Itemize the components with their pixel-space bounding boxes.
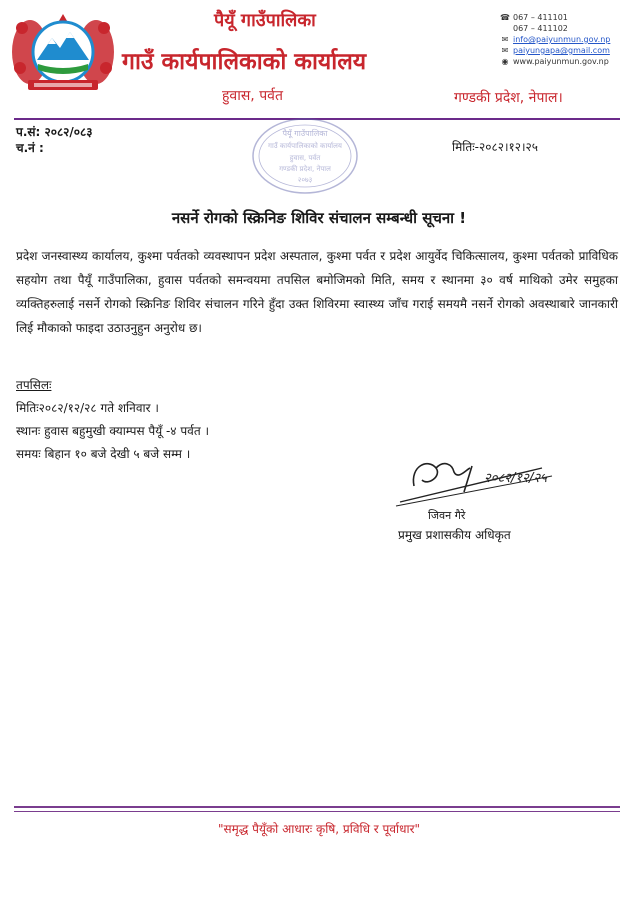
stamp-line-5: २०७३ [297,176,313,184]
details-place: स्थानः हुवास बहुमुखी क्याम्पस पैयूँ -४ पर्वत । [16,424,210,438]
office-address: हुवास, पर्वत [222,88,283,104]
stamp-line-4: गण्डकी प्रदेश, नेपाल [279,165,331,173]
footer-divider-thin [14,811,620,812]
office-stamp [250,116,360,196]
footer-divider [14,806,620,808]
government-emblem [8,8,118,96]
handwritten-signature [392,446,562,508]
email-link-1[interactable]: info@paiyunmun.gov.np [513,35,611,44]
phone-row-2 [500,23,632,34]
email-link-2[interactable]: paiyungapa@gmail.com [513,46,610,55]
details-time: समयः बिहान १० बजे देखी ५ बजे सम्म । [16,447,191,461]
details-date: मितिः२०८२/१२/२८ गते शनिवार । [16,401,159,415]
letter-date: मितिः-२०८२।१२।२५ [452,140,539,154]
notice-subject: नसर्ने रोगको स्क्रिनिङ शिविर संचालन सम्बन्धी सूचना ! [171,209,467,227]
email-row-1 [500,34,632,45]
stamp-line-1: पैयूँ गाउँपालिका [282,129,328,138]
email-row-2 [500,45,632,56]
envelope-icon: ✉ [501,46,509,55]
footer-slogan: "समृद्ध पैयूँको आधारः कृषि, प्रविधि र पूर्वाधार" [217,822,421,836]
blank-icon-spacer [500,24,510,33]
stamp-line-2: गाउँ कार्यपालिकाको कार्यालय [268,142,342,150]
signer-name: जिवन गैरे [428,509,466,522]
office-title: गाउँ कार्यपालिकाको कार्यालय [122,49,367,75]
globe-icon: ◉ [501,57,509,66]
phone-row-1 [500,12,632,23]
office-name: पैयूँ गाउँपालिका [214,10,316,31]
notice-body: प्रदेश जनस्वास्थ्य कार्यालय, कुश्मा पर्वतको व्यवस्थापन प्रदेश अस्पताल, कुश्मा पर्वत र प्रदेश आयुर्वेद चिकित्सालय, कुश्मा पर्वतको प्राविधिक सहयोग तथा पैयूँ गाउँपालिका, हुवास पर्वतको समन्वयमा तपसिल बमोजिमको मिति, समय र स्थानमा ३० वर्ष माथिको उमेर समुहका व्यक्तिहरुलाई नसर्ने रोगको स्क्रिनिङ शिविर संचालन गरिने हुँदा उक्त शिविरमा स्वास्थ्य जाँच गराई समयमै नसर्ने रोगको अवस्थाबारे जानकारी लिई मौकाको फाइदा उठाउनुहुन अनुरोध छ। [16,249,618,335]
dispatch-number: च.नं : [16,141,44,155]
envelope-icon: ✉ [501,35,509,44]
phone-icon: ☎ [500,13,510,22]
phone-number-1: 067 – 411101 [513,13,568,22]
letter-number: प.सं: २०८२/०८३ [16,125,93,139]
reference-block [16,124,93,156]
phone-number-2: 067 – 411102 [513,24,568,33]
signer-title: प्रमुख प्रशासकीय अधिकृत [398,528,511,542]
details-heading: तपसिलः [16,378,52,392]
signature-date: २०८२/१२/२५ [484,471,547,486]
stamp-line-3: हुवास, पर्वत [289,154,321,162]
office-province: गण्डकी प्रदेश, नेपाल। [454,90,563,106]
contact-block [500,12,632,67]
details-block [16,374,209,466]
website-row [500,56,632,67]
website-link[interactable]: www.paiyunmun.gov.np [513,57,609,66]
